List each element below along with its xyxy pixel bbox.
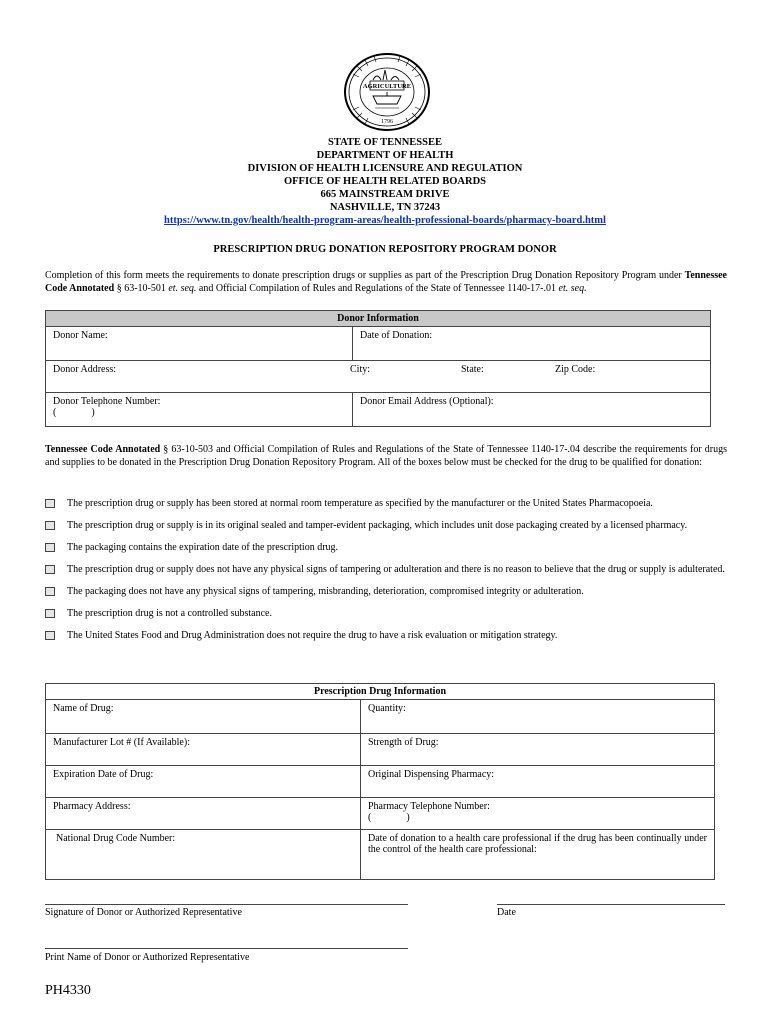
drug-strength-field[interactable]: Strength of Drug:: [361, 734, 715, 766]
checkbox[interactable]: [45, 631, 55, 640]
header-department: DEPARTMENT OF HEALTH: [316, 150, 454, 161]
tennessee-state-seal: [343, 52, 431, 132]
original-pharmacy-field[interactable]: Original Dispensing Pharmacy:: [361, 766, 715, 798]
donor-phone-placeholder: ( ): [53, 407, 95, 418]
header-street: 665 MAINSTREAM DRIVE: [320, 189, 450, 200]
drug-information-table: [45, 683, 715, 880]
checklist-item: The prescription drug or supply is in its original sealed and tamper-evident packaging, which includes unit dose packaging created by a licensed pharmacy.: [45, 519, 727, 532]
qualification-checklist: [45, 497, 727, 651]
pharmacy-phone-label: Pharmacy Telephone Number:: [368, 801, 490, 812]
lot-number-field[interactable]: Manufacturer Lot # (If Available):: [46, 734, 361, 766]
donor-name-field[interactable]: Donor Name:: [46, 327, 353, 361]
header-state: STATE OF TENNESSEE: [328, 137, 442, 148]
donation-to-professional-date-field[interactable]: Date of donation to a health care professional if the drug has been continually under the control of the health care professional:: [361, 830, 715, 880]
checkbox[interactable]: [45, 499, 55, 508]
form-title: PRESCRIPTION DRUG DONATION REPOSITORY PROGRAM DONOR: [213, 244, 557, 255]
donor-information-table: [45, 310, 711, 427]
print-name-line[interactable]: [45, 948, 408, 949]
checkbox[interactable]: [45, 543, 55, 552]
header-office: OFFICE OF HEALTH RELATED BOARDS: [283, 176, 487, 187]
donor-phone-field[interactable]: [46, 393, 353, 427]
checklist-item: The United States Food and Drug Administration does not require the drug to have a risk evaluation or mitigation strategy.: [45, 629, 727, 642]
checkbox[interactable]: [45, 565, 55, 574]
signature-label: Signature of Donor or Authorized Representative: [45, 907, 242, 918]
donor-city-label: City:: [350, 364, 371, 375]
pharmacy-phone-field[interactable]: [361, 798, 715, 830]
print-name-label: Print Name of Donor or Authorized Representative: [45, 952, 250, 963]
checklist-item: The prescription drug or supply does not have any physical signs of tampering or adulteration and there is no reason to believe that the drug or supply is adulterated.: [45, 563, 727, 576]
form-id: PH4330: [45, 983, 91, 998]
agency-header: [0, 136, 770, 227]
checklist-item: The prescription drug or supply has been stored at normal room temperature as specified by the manufacturer or the United States Pharmacopoeia.: [45, 497, 727, 510]
intro-paragraph: Completion of this form meets the requirements to donate prescription drugs or supplies as part of the Prescription Drug Donation Repository Program under Tennessee Code Annotated § 63-10-501 et. seq. and Official Compilation of Rules and Regulations of the State of Tennessee 1140-17-.01 et. seq.: [45, 270, 727, 294]
date-line[interactable]: [497, 904, 725, 905]
drug-information-heading: Prescription Drug Information: [46, 684, 715, 700]
donor-address-label: Donor Address:: [53, 364, 117, 375]
donor-zip-label: Zip Code:: [555, 364, 596, 375]
donor-phone-label: Donor Telephone Number:: [53, 396, 161, 407]
checklist-item: The packaging contains the expiration date of the prescription drug.: [45, 541, 727, 554]
pharmacy-phone-placeholder: ( ): [368, 812, 410, 823]
drug-quantity-field[interactable]: Quantity:: [361, 700, 715, 734]
seal-year: 1796: [381, 119, 393, 125]
seal-agriculture-text: AGRICULTURE: [362, 83, 412, 90]
checkbox[interactable]: [45, 609, 55, 618]
donor-information-heading: Donor Information: [46, 311, 711, 327]
pharmacy-board-link[interactable]: https://www.tn.gov/health/health-program-areas/health-professional-boards/pharmacy-board.html: [164, 215, 606, 226]
header-division: DIVISION OF HEALTH LICENSURE AND REGULATION: [247, 163, 523, 174]
expiration-date-field[interactable]: Expiration Date of Drug:: [46, 766, 361, 798]
checklist-item: The packaging does not have any physical signs of tampering, misbranding, deterioration, compromised integrity or adulteration.: [45, 585, 727, 598]
checkbox[interactable]: [45, 587, 55, 596]
pharmacy-address-field[interactable]: Pharmacy Address:: [46, 798, 361, 830]
drug-name-field[interactable]: Name of Drug:: [46, 700, 361, 734]
donor-email-field[interactable]: Donor Email Address (Optional):: [353, 393, 711, 427]
ndc-number-field[interactable]: National Drug Code Number:: [46, 830, 361, 880]
donor-address-field[interactable]: [46, 361, 711, 393]
checklist-item: The prescription drug is not a controlled substance.: [45, 607, 727, 620]
checkbox[interactable]: [45, 521, 55, 530]
donation-date-field[interactable]: Date of Donation:: [353, 327, 711, 361]
signature-line[interactable]: [45, 904, 408, 905]
tca-requirements-paragraph: Tennessee Code Annotated § 63-10-503 and Official Compilation of Rules and Regulations of the State of Tennessee 1140-17-.04 describe the requirements for drugs and supplies to be donated in the Prescription Drug Donation Repository Program. All of the boxes below must be checked for the drug to be qualified for donation:: [45, 444, 727, 468]
donor-state-label: State:: [461, 364, 484, 375]
date-label: Date: [497, 907, 516, 918]
header-city: NASHVILLE, TN 37243: [329, 202, 441, 213]
